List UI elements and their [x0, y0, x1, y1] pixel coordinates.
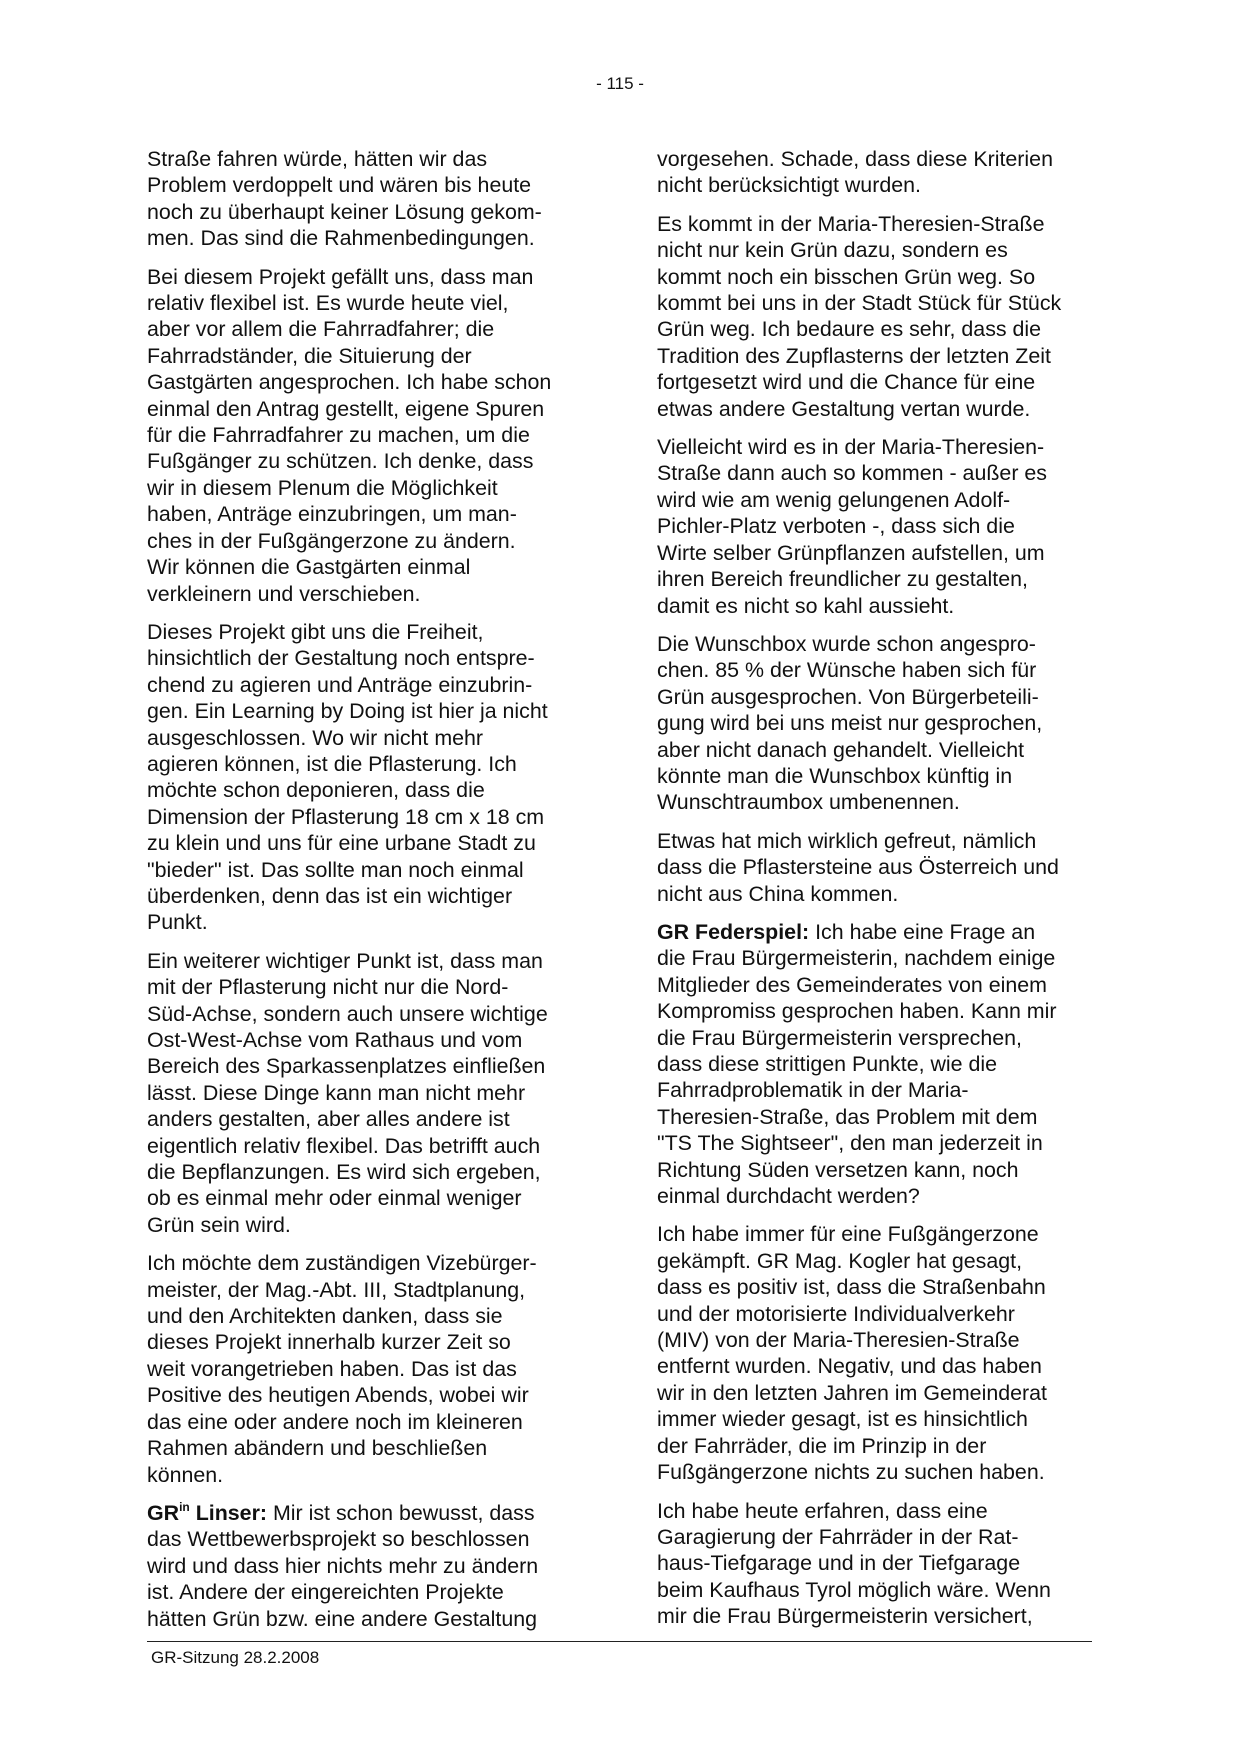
paragraph	[657, 631, 1097, 816]
paragraph-line: nicht berücksichtigt wurden.	[657, 173, 921, 198]
paragraph-line: wird wie am wenig gelungenen Adolf-	[657, 487, 1011, 512]
paragraph-line: Ich habe heute erfahren, dass eine	[657, 1498, 988, 1523]
paragraph-line: Grün weg. Ich bedaure es sehr, dass die	[657, 317, 1042, 342]
paragraph-line: aber vor allem die Fahrradfahrer; die	[147, 317, 495, 342]
paragraph-line: Problem verdoppelt und wären bis heute	[147, 173, 532, 198]
paragraph-line: kommt noch ein bisschen Grün weg. So	[657, 264, 1036, 289]
paragraph-line: Die Wunschbox wurde schon angespro-	[657, 631, 1036, 656]
paragraph-line: Wir können die Gastgärten einmal	[147, 555, 471, 580]
paragraph-line: Süd-Achse, sondern auch unsere wichtige	[147, 1001, 548, 1026]
paragraph-line: anders gestalten, aber alles andere ist	[147, 1107, 510, 1132]
paragraph-line: lässt. Diese Dinge kann man nicht mehr	[147, 1080, 526, 1105]
paragraph-line: Gastgärten angesprochen. Ich habe schon	[147, 370, 552, 395]
paragraph-line: Punkt.	[147, 910, 208, 935]
paragraph	[147, 1250, 587, 1488]
paragraph-line: eigentlich relativ flexibel. Das betrifft auch	[147, 1133, 541, 1158]
paragraph-line: nicht aus China kommen.	[657, 881, 899, 906]
paragraph	[657, 919, 1097, 1209]
paragraph-line: Wirte selber Grünpflanzen aufstellen, um	[657, 540, 1045, 565]
paragraph-line: Ein weiterer wichtiger Punkt ist, dass man	[147, 948, 543, 973]
paragraph	[147, 264, 587, 607]
paragraph-line: wir in den letzten Jahren im Gemeinderat	[657, 1380, 1047, 1405]
paragraph-line: Straße dann auch so kommen - außer es	[657, 461, 1047, 486]
paragraph-line: immer wieder gesagt, ist es hinsichtlich	[657, 1407, 1028, 1432]
paragraph-line: hätten Grün bzw. eine andere Gestaltung	[147, 1606, 538, 1631]
paragraph	[147, 948, 587, 1238]
paragraph	[147, 146, 587, 252]
paragraph-line: etwas andere Gestaltung vertan wurde.	[657, 396, 1031, 421]
paragraph-line: Mitglieder des Gemeinderates von einem	[657, 972, 1047, 997]
paragraph-line: (MIV) von der Maria-Theresien-Straße	[657, 1328, 1020, 1353]
paragraph-line: Bereich des Sparkassenplatzes einfließen	[147, 1054, 546, 1079]
paragraph-line: Wunschtraumbox umbenennen.	[657, 790, 960, 815]
speaker-name: GR Federspiel:	[657, 919, 810, 944]
paragraph-line: haus-Tiefgarage und in der Tiefgarage	[657, 1551, 1021, 1576]
paragraph-line: die Frau Bürgermeisterin, nachdem einige	[657, 946, 1056, 971]
paragraph-line: das eine oder andere noch im kleineren	[147, 1409, 523, 1434]
paragraph-line: fortgesetzt wird und die Chance für eine	[657, 370, 1036, 395]
paragraph-line: gung wird bei uns meist nur gesprochen,	[657, 711, 1043, 736]
paragraph-line: ches in der Fußgängerzone zu ändern.	[147, 528, 516, 553]
paragraph-line: Straße fahren würde, hätten wir das	[147, 147, 488, 171]
paragraph-line: chend zu agieren und Anträge einzubrin-	[147, 672, 533, 697]
paragraph-line: Fahrradständer, die Situierung der	[147, 343, 472, 368]
paragraph	[657, 211, 1097, 422]
paragraph-line: das Wettbewerbsprojekt so beschlossen	[147, 1527, 530, 1552]
paragraph-line: chen. 85 % der Wünsche haben sich für	[657, 658, 1037, 683]
text-column-left	[147, 146, 587, 1644]
paragraph-line: ist. Andere der eingereichten Projekte	[147, 1580, 504, 1605]
paragraph-line: men. Das sind die Rahmenbedingungen.	[147, 226, 535, 251]
paragraph-line: kommt bei uns in der Stadt Stück für Stück	[657, 291, 1062, 316]
paragraph-line: und den Architekten danken, dass sie	[147, 1304, 503, 1329]
paragraph	[657, 434, 1097, 619]
paragraph-line: haben, Anträge einzubringen, um man-	[147, 502, 517, 527]
paragraph	[147, 1500, 587, 1632]
page-number: - 115 -	[596, 74, 644, 93]
paragraph-line: noch zu überhaupt keiner Lösung gekom-	[147, 199, 542, 224]
paragraph-line: Kompromiss gesprochen haben. Kann mir	[657, 999, 1057, 1024]
paragraph-line: Vielleicht wird es in der Maria-Theresien-	[657, 435, 1045, 460]
paragraph-line: Ost-West-Achse vom Rathaus und vom	[147, 1028, 523, 1052]
paragraph-line: Ich habe immer für eine Fußgängerzone	[657, 1222, 1039, 1247]
footer-divider	[147, 1641, 1092, 1642]
paragraph-line: für die Fahrradfahrer zu machen, um die	[147, 423, 530, 448]
paragraph-line: Grün ausgesprochen. Von Bürgerbeteili-	[657, 684, 1039, 709]
paragraph-line: aber nicht danach gehandelt. Vielleicht	[657, 737, 1025, 762]
paragraph-line: zu klein und uns für eine urbane Stadt zu	[147, 831, 536, 856]
paragraph-line: dass es positiv ist, dass die Straßenbahn	[657, 1275, 1046, 1300]
paragraph-line: Richtung Süden versetzen kann, noch	[657, 1157, 1019, 1182]
paragraph-line: dieses Projekt innerhalb kurzer Zeit so	[147, 1330, 511, 1355]
paragraph	[657, 1221, 1097, 1485]
paragraph-line: gekämpft. GR Mag. Kogler hat gesagt,	[657, 1248, 1023, 1273]
paragraph-line: könnte man die Wunschbox künftig in	[657, 763, 1013, 788]
paragraph-line: vorgesehen. Schade, dass diese Kriterien	[657, 147, 1053, 171]
paragraph	[657, 828, 1097, 907]
paragraph-line: ausgeschlossen. Wo wir nicht mehr	[147, 725, 484, 750]
paragraph-line: Ich möchte dem zuständigen Vizebürger-	[147, 1251, 537, 1276]
paragraph-line: nicht nur kein Grün dazu, sondern es	[657, 238, 1008, 263]
paragraph-line: mir die Frau Bürgermeisterin versichert,	[657, 1604, 1033, 1629]
paragraph-line: damit es nicht so kahl aussieht.	[657, 593, 955, 618]
paragraph-line: "TS The Sightseer", den man jederzeit in	[657, 1131, 1043, 1156]
paragraph-line: Tradition des Zupflasterns der letzten Zeit	[657, 343, 1051, 368]
paragraph-line: dass diese strittigen Punkte, wie die	[657, 1052, 998, 1076]
paragraph	[657, 1498, 1097, 1630]
paragraph-line: mit der Pflasterung nicht nur die Nord-	[147, 975, 509, 1000]
paragraph-line: die Bepflanzungen. Es wird sich ergeben,	[147, 1160, 541, 1185]
paragraph-line: und der motorisierte Individualverkehr	[657, 1301, 1015, 1326]
paragraph-line: Garagierung der Fahrräder in der Rat-	[657, 1524, 1019, 1549]
paragraph-line: ihren Bereich freundlicher zu gestalten,	[657, 567, 1028, 592]
paragraph-line: GR Federspiel: Ich habe eine Frage an	[657, 919, 1036, 944]
paragraph-line: möchte schon deponieren, dass die	[147, 778, 485, 803]
paragraph-line: Grün sein wird.	[147, 1212, 291, 1237]
paragraph-line: "bieder" ist. Das sollte man noch einmal	[147, 857, 524, 882]
text-column-right	[657, 146, 1097, 1642]
paragraph-line: entfernt wurden. Negativ, und das haben	[657, 1354, 1042, 1379]
paragraph-line: Dieses Projekt gibt uns die Freiheit,	[147, 619, 484, 644]
footer-session-date: GR-Sitzung 28.2.2008	[151, 1648, 320, 1667]
paragraph-line: wir in diesem Plenum die Möglichkeit	[147, 475, 498, 500]
paragraph-line: Fußgänger zu schützen. Ich denke, dass	[147, 449, 534, 474]
paragraph-line: Dimension der Pflasterung 18 cm x 18 cm	[147, 804, 545, 829]
paragraph-line: Theresien-Straße, das Problem mit dem	[657, 1104, 1038, 1129]
paragraph-line: gen. Ein Learning by Doing ist hier ja nicht	[147, 699, 548, 724]
paragraph-line: die Frau Bürgermeisterin versprechen,	[657, 1025, 1022, 1050]
paragraph	[147, 619, 587, 936]
paragraph-line: ob es einmal mehr oder einmal weniger	[147, 1186, 522, 1211]
paragraph-line: agieren können, ist die Pflasterung. Ich	[147, 751, 517, 776]
paragraph-line: Fahrradproblematik in der Maria-	[657, 1078, 969, 1103]
speaker-name: $GR^{in}$ Linser:	[147, 1499, 268, 1525]
paragraph-line: der Fahrräder, die im Prinzip in der	[657, 1433, 987, 1458]
paragraph-line: überdenken, denn das ist ein wichtiger	[147, 883, 513, 908]
paragraph-line: Etwas hat mich wirklich gefreut, nämlich	[657, 828, 1037, 853]
paragraph-line: Rahmen abändern und beschließen	[147, 1436, 488, 1461]
paragraph-line: Pichler-Platz verboten -, dass sich die	[657, 514, 1015, 539]
paragraph-line: Positive des heutigen Abends, wobei wir	[147, 1383, 529, 1408]
paragraph-line: relativ flexibel ist. Es wurde heute viel,	[147, 291, 509, 316]
paragraph-line: hinsichtlich der Gestaltung noch entspre-	[147, 646, 535, 671]
paragraph-line: beim Kaufhaus Tyrol möglich wäre. Wenn	[657, 1577, 1051, 1602]
paragraph	[657, 146, 1097, 199]
paragraph-line: Bei diesem Projekt gefällt uns, dass man	[147, 264, 534, 289]
paragraph-line: $GR^{in}$ Linser: Mir ist schon bewusst, dass	[147, 1499, 535, 1525]
paragraph-line: Fußgängerzone nichts zu suchen haben.	[657, 1460, 1045, 1485]
paragraph-line: einmal durchdacht werden?	[657, 1184, 920, 1209]
paragraph-line: verkleinern und verschieben.	[147, 581, 421, 606]
paragraph-line: können.	[147, 1462, 224, 1487]
paragraph-line: dass die Pflastersteine aus Österreich und	[657, 855, 1059, 880]
paragraph-line: weit vorangetrieben haben. Das ist das	[147, 1356, 517, 1381]
paragraph-line: meister, der Mag.-Abt. III, Stadtplanung,	[147, 1277, 526, 1302]
paragraph-line: Es kommt in der Maria-Theresien-Straße	[657, 211, 1045, 236]
paragraph-line: wird und dass hier nichts mehr zu ändern	[147, 1553, 539, 1578]
paragraph-line: einmal den Antrag gestellt, eigene Spuren	[147, 396, 545, 421]
